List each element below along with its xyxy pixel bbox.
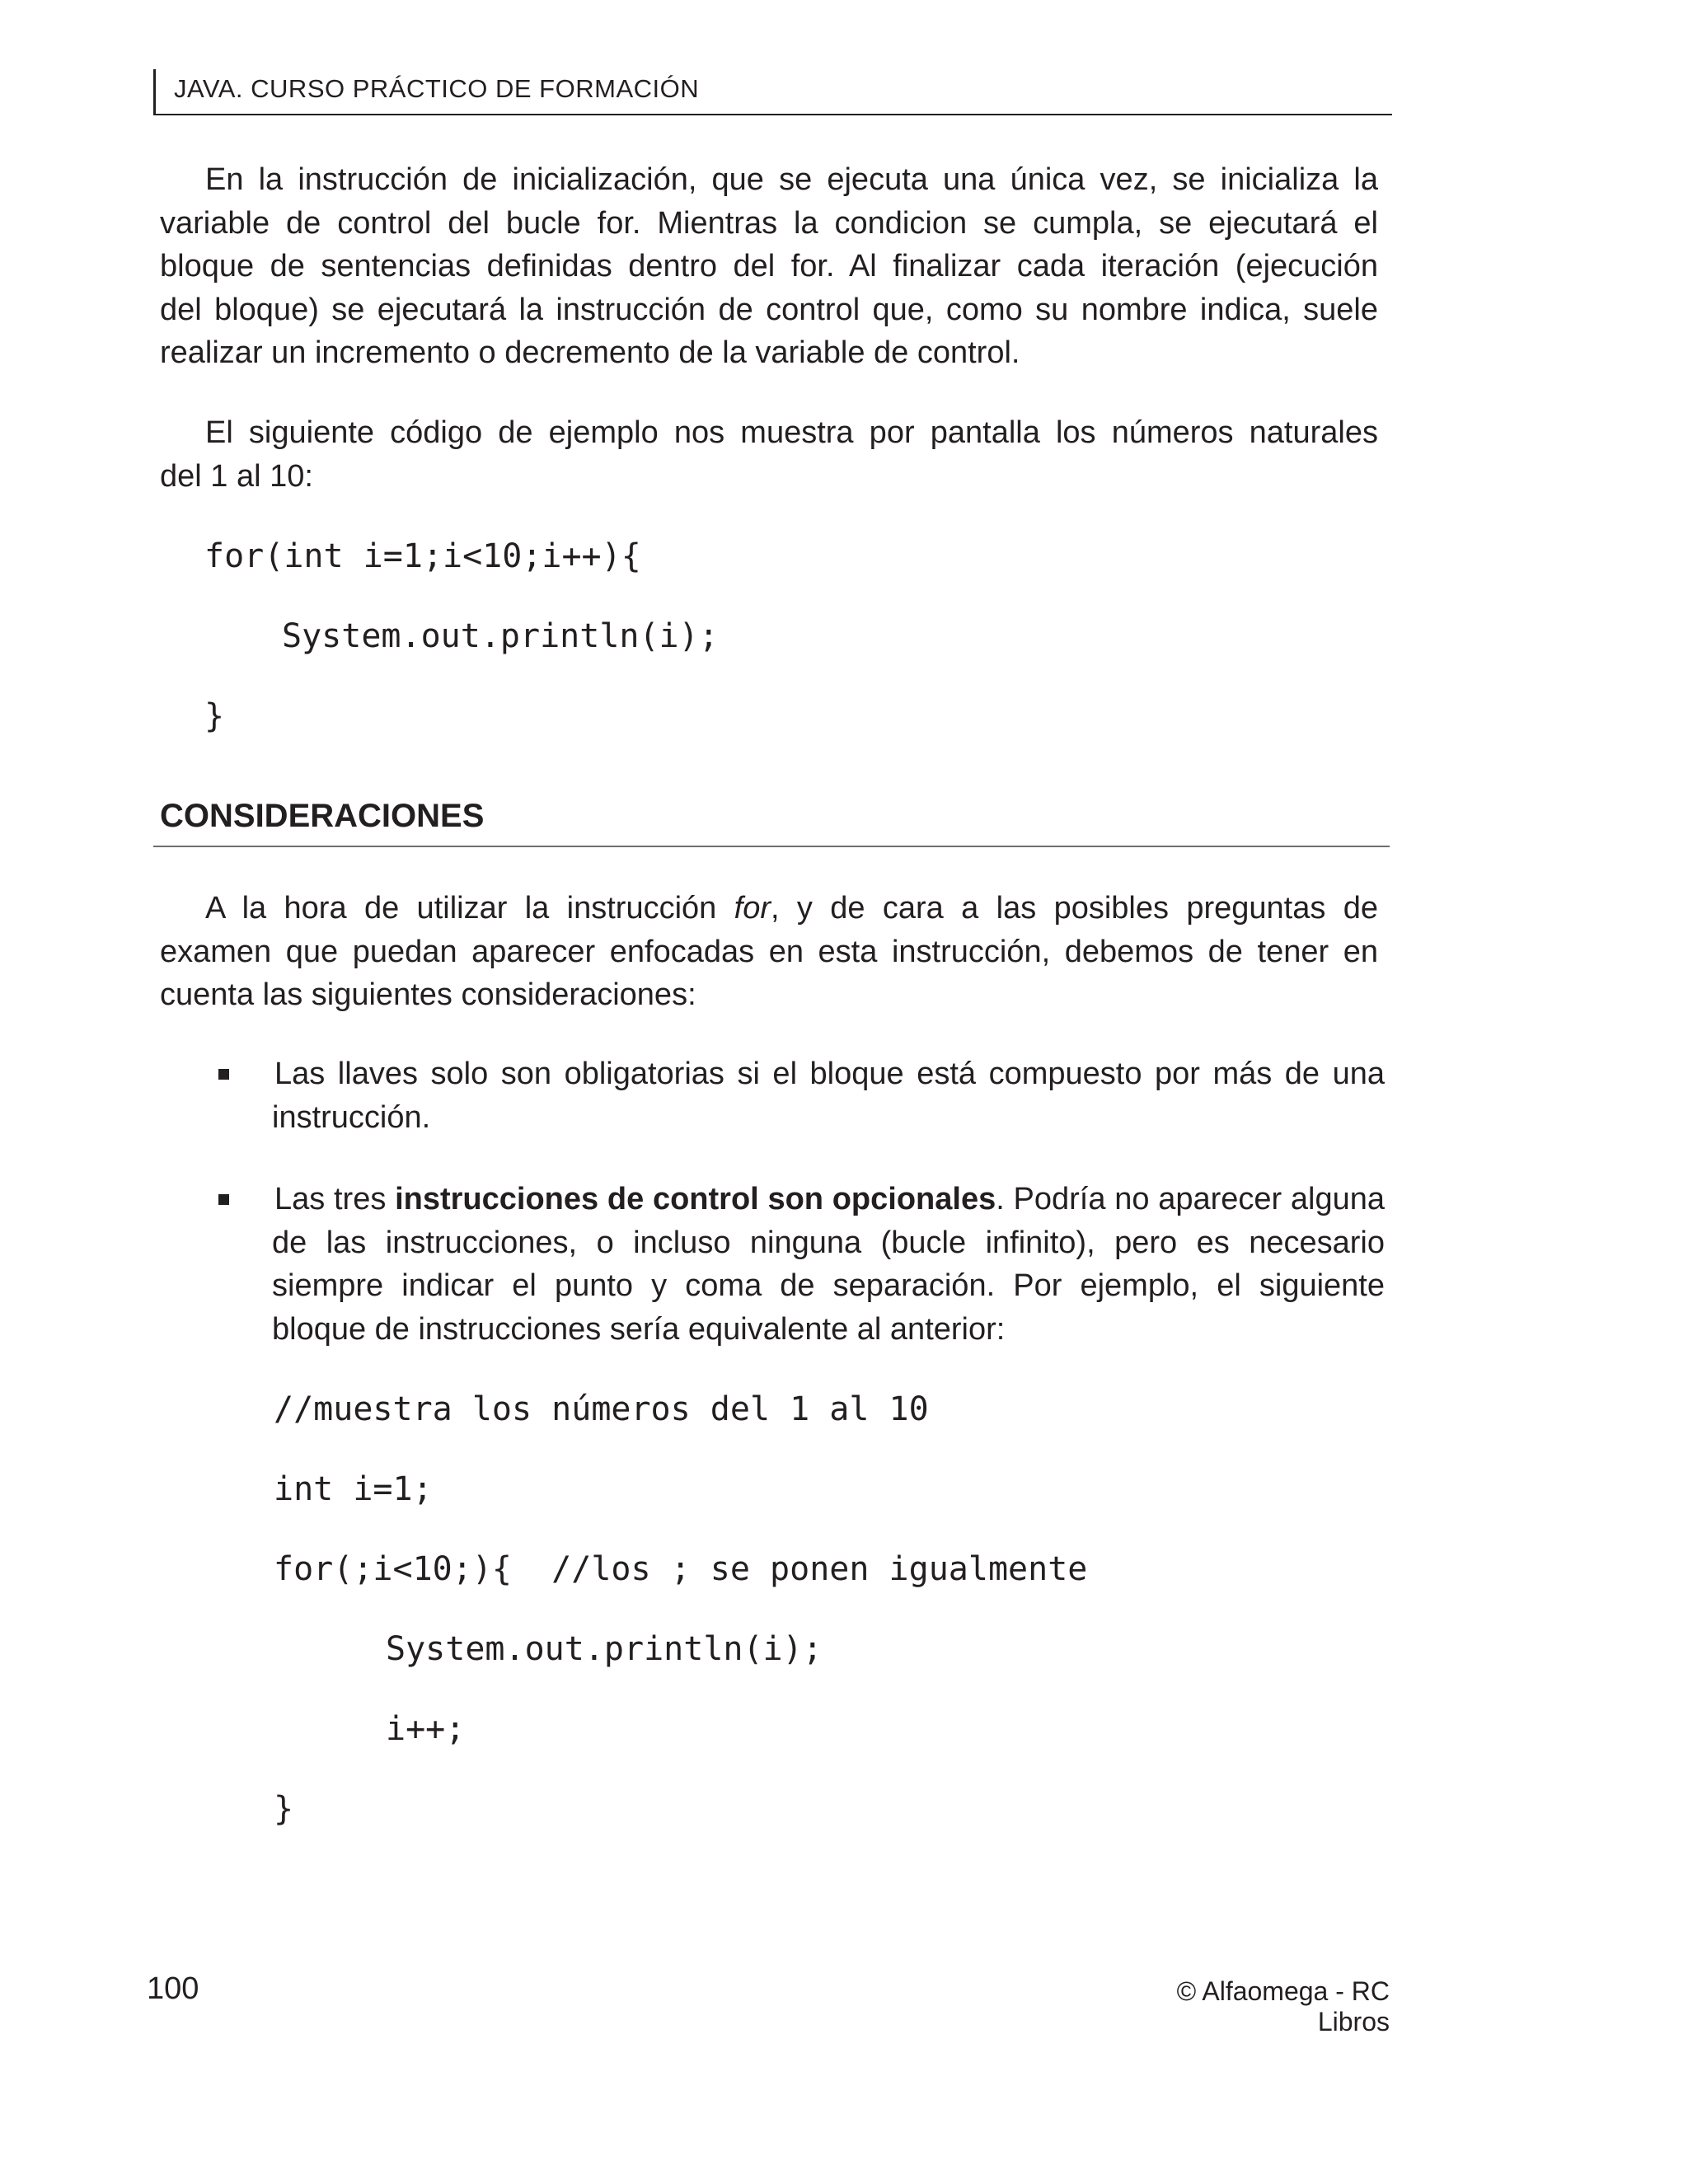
emphasis-text: instrucciones de control son opcionales	[395, 1182, 996, 1216]
text-line: El siguiente código de ejemplo nos muestra por pantalla los números naturales	[205, 415, 1378, 450]
code-line: System.out.println(i);	[282, 617, 719, 655]
text-run: . Podría no aparecer alguna	[996, 1182, 1386, 1216]
code-line: int i=1;	[274, 1470, 433, 1508]
text-line	[272, 1178, 1385, 1221]
code-line: for(;i<10;){ //los ; se ponen igualmente	[274, 1550, 1088, 1588]
text-line: bloque de sentencias definidas dentro del for. Al finalizar cada iteración (ejecución	[160, 249, 1378, 284]
intro-paragraph-1	[160, 158, 1378, 375]
bullet-square-icon	[218, 1194, 229, 1205]
text-line: cuenta las siguientes consideraciones:	[160, 977, 696, 1012]
page-number: 100	[147, 1971, 199, 2006]
code-comment-line: //muestra los números del 1 al 10	[274, 1390, 929, 1428]
bullet-item-1	[272, 1052, 1385, 1139]
bullet-item-2	[272, 1178, 1385, 1351]
copyright-notice: © Alfaomega - RC Libros	[1176, 1976, 1390, 2036]
code-line: for(int i=1;i<10;i++){	[204, 537, 641, 575]
intro-paragraph-2	[160, 411, 1378, 498]
code-line: }	[274, 1790, 294, 1828]
text-line: En la instrucción de inicialización, que se ejecuta una única vez, se inicializa la	[205, 162, 1378, 197]
text-line: instrucción.	[272, 1099, 431, 1135]
text-run: , y de cara a las posibles preguntas de	[771, 891, 1378, 926]
text-line: del bloque) se ejecutará la instrucción de control que, como su nombre indica, suele	[160, 292, 1378, 327]
keyword-for: for	[734, 891, 771, 926]
bullet-square-icon	[218, 1069, 229, 1080]
text-run: Las tres	[274, 1182, 396, 1216]
text-line: variable de control del bucle for. Mientras la condicion se cumpla, se ejecutará el	[160, 205, 1378, 241]
section-paragraph	[160, 887, 1378, 1017]
code-line: System.out.println(i);	[386, 1630, 823, 1668]
running-title: JAVA. CURSO PRÁCTICO DE FORMACIÓN	[174, 74, 700, 103]
text-line: de las instrucciones, o incluso ninguna (bucle infinito), pero es necesario	[272, 1225, 1385, 1260]
text-line: del 1 al 10:	[160, 458, 313, 494]
code-line: }	[204, 697, 225, 735]
text-line: Las llaves solo son obligatorias si el bloque está compuesto por más de una	[274, 1057, 1385, 1091]
running-header	[153, 69, 1392, 115]
text-line	[160, 887, 1378, 930]
text-line: siempre indicar el punto y coma de separación. Por ejemplo, el siguiente	[272, 1268, 1385, 1303]
section-divider	[153, 846, 1390, 847]
text-line: bloque de instrucciones sería equivalente al anterior:	[272, 1311, 1006, 1347]
text-run: A la hora de utilizar la instrucción	[205, 891, 734, 926]
section-heading: CONSIDERACIONES	[160, 798, 485, 834]
code-line: i++;	[386, 1710, 466, 1748]
text-line: examen que puedan aparecer enfocadas en esta instrucción, debemos de tener en	[160, 934, 1378, 969]
text-line: realizar un incremento o decremento de la variable de control.	[160, 335, 1020, 370]
